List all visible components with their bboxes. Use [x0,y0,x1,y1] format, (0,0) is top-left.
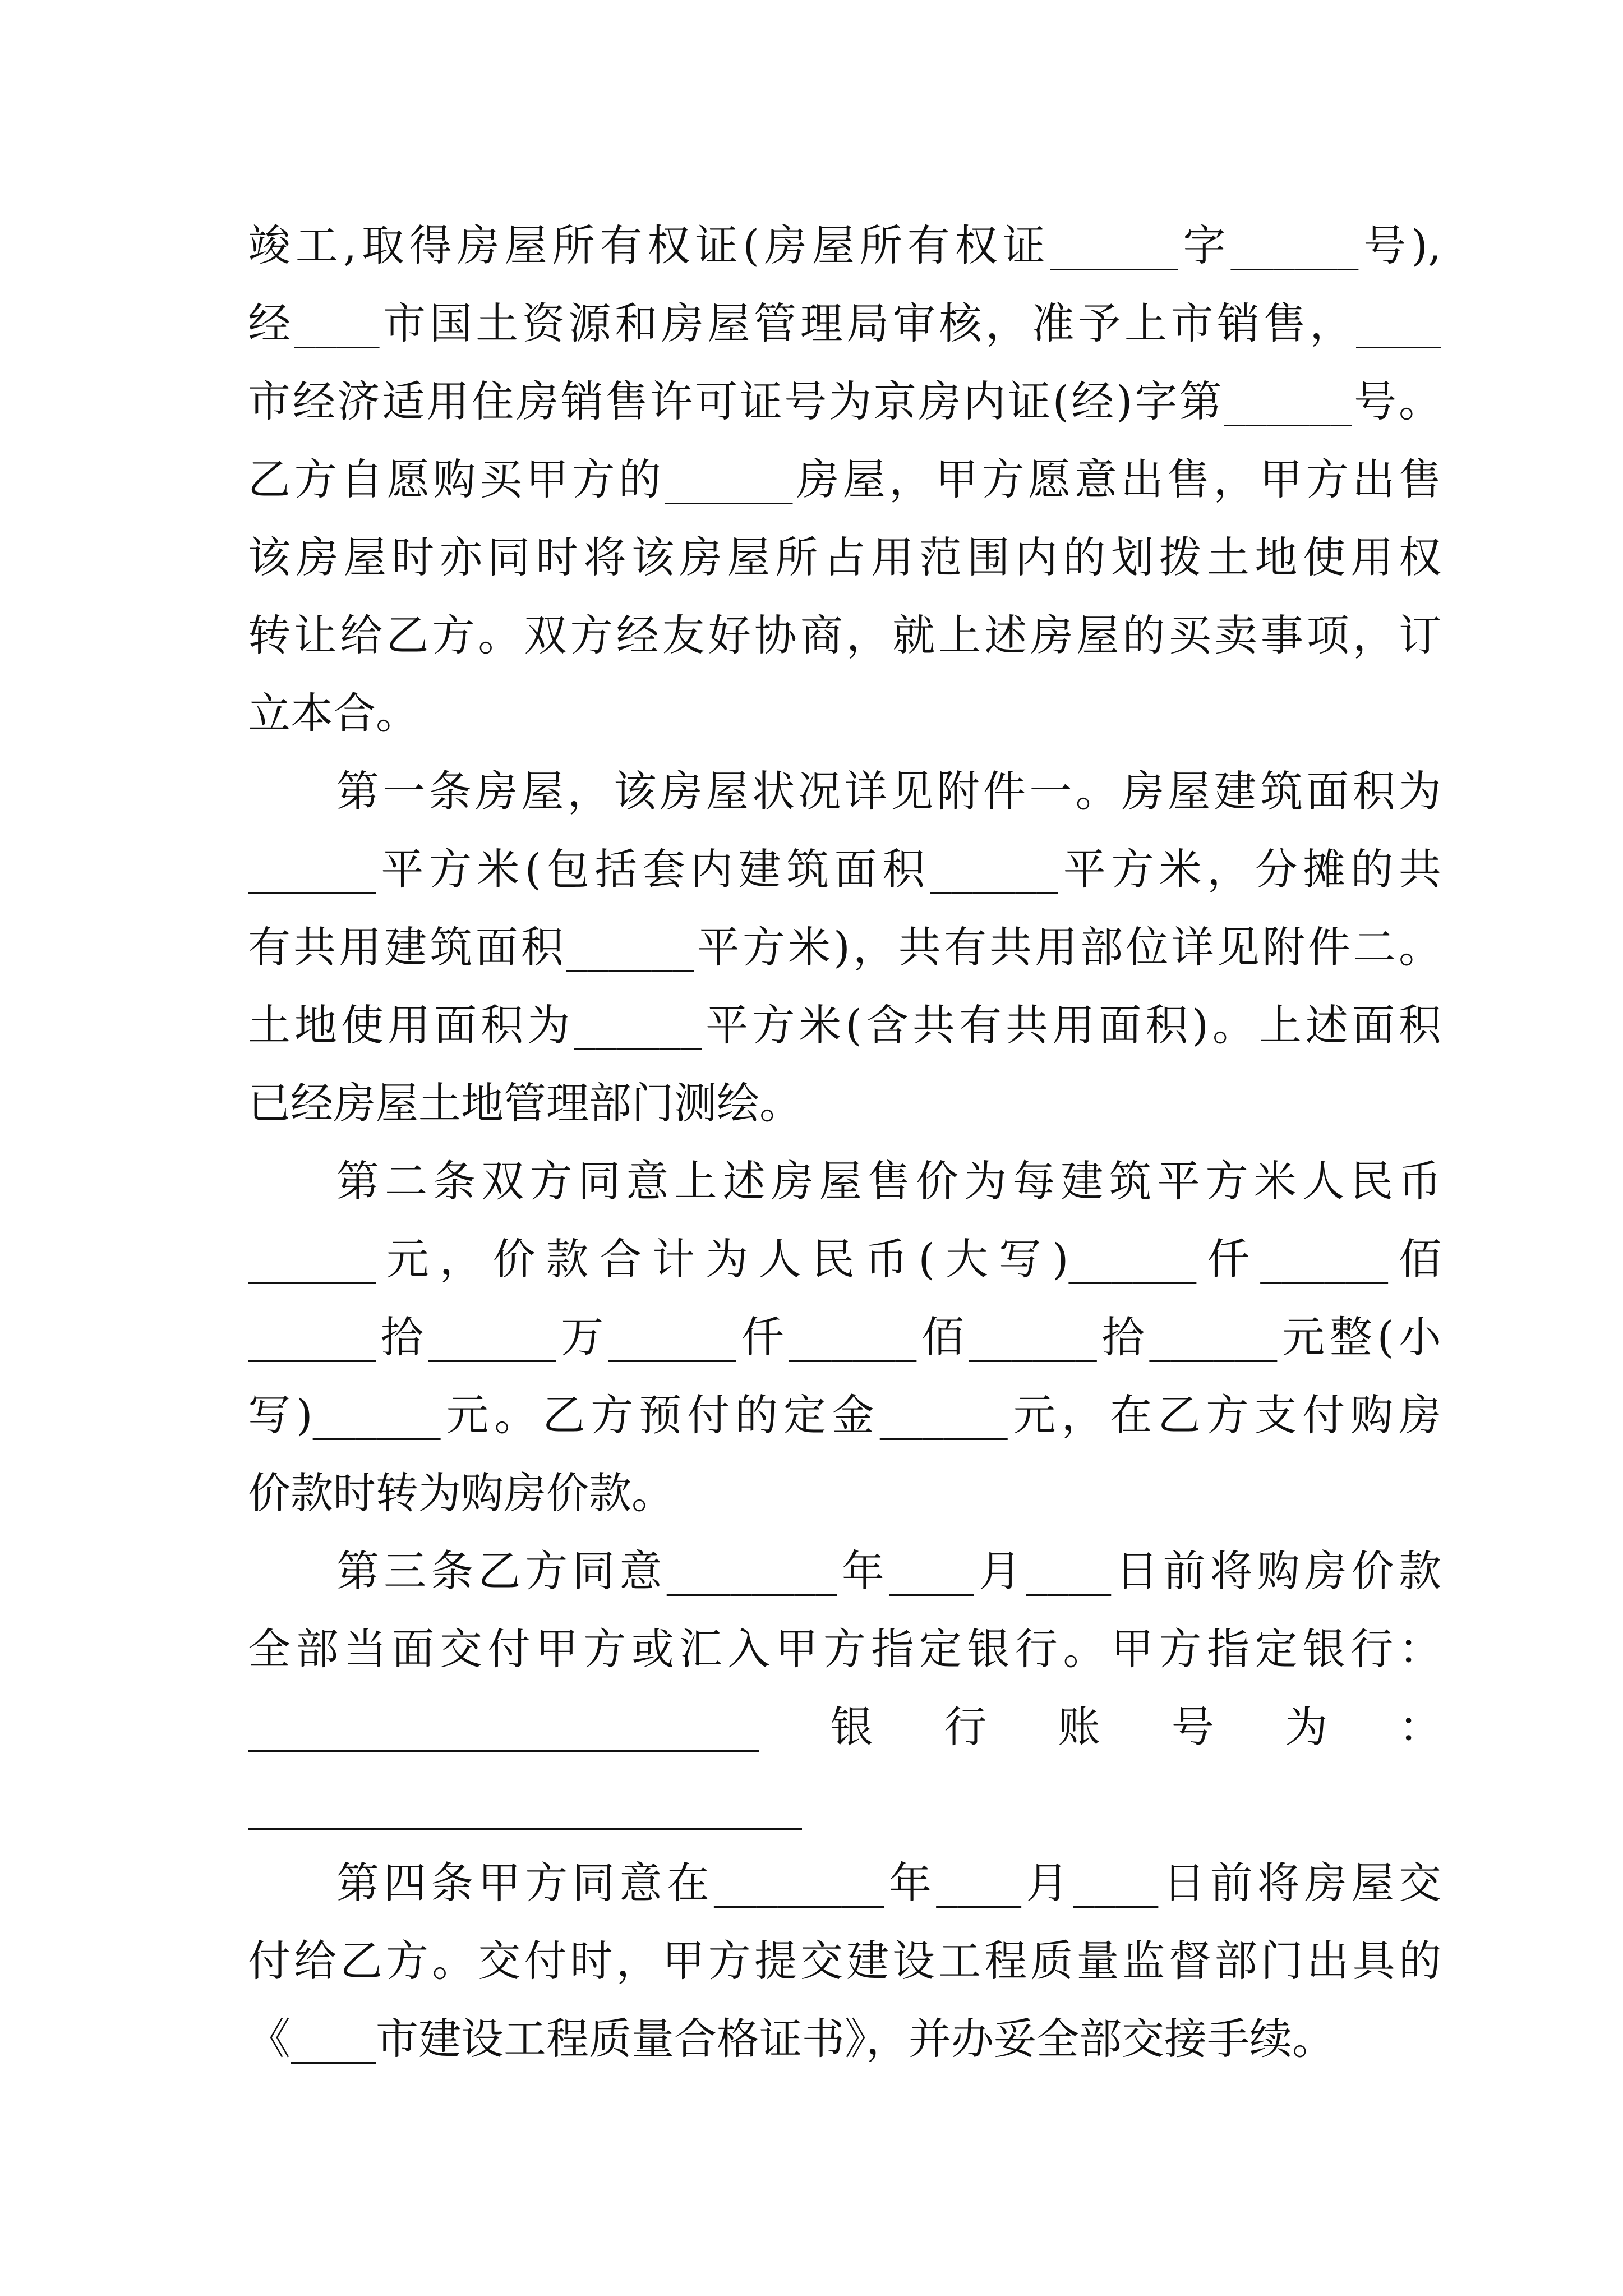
text-line: 《____市建设工程质量合格证书》，并办妥全部交接手续。 [248,2014,1335,2064]
text-line: 付给乙方。交付时，甲方提交建设工程质量监督部门出具的 [248,1936,1441,1986]
text-line: 全部当面交付甲方或汇入甲方指定银行。甲方指定银行： [248,1624,1441,1674]
article-2-heading-line: 第二条双方同意上述房屋售价为每建筑平方米人民币 [336,1156,1441,1206]
text-line: ______元，价款合计为人民币(大写)______仟______佰 [248,1234,1441,1284]
text-line: 该房屋时亦同时将该房屋所占用范围内的划拨土地使用权 [248,532,1441,582]
contract-body [248,206,1441,2078]
article-4-heading-line: 第四条甲方同意在________年____月____日前将房屋交 [336,1858,1441,1908]
text-line: ______拾______万______仟______佰______拾______元整(小 [248,1312,1441,1362]
text-line: ______平方米(包括套内建筑面积______平方米，分摊的共 [248,844,1441,894]
text-line: 写)______元。乙方预付的定金______元，在乙方支付购房 [248,1390,1441,1440]
text-line: 市经济适用住房销售许可证号为京房内证(经)字第______号。 [248,376,1441,426]
bank-account-line: ________________________银行账号为： [248,1702,1441,1752]
text-line: 土地使用面积为______平方米(含共有共用面积)。上述面积 [248,1000,1441,1050]
text-line: 有共用建筑面积______平方米)，共有共用部位详见附件二。 [248,922,1441,972]
account-number-blank: __________________________ [248,1780,802,1830]
text-line: 竣工,取得房屋所有权证(房屋所有权证______字______号), [248,220,1441,270]
article-3-heading-line: 第三条乙方同意________年____月____日前将购房价款 [336,1546,1441,1596]
article-1-heading-line: 第一条房屋，该房屋状况详见附件一。房屋建筑面积为 [336,766,1441,816]
text-line: 经____市国土资源和房屋管理局审核，准予上市销售，____ [248,298,1441,348]
text-line: 乙方自愿购买甲方的______房屋，甲方愿意出售，甲方出售 [248,454,1441,504]
text-line: 转让给乙方。双方经友好协商，就上述房屋的买卖事项，订 [248,610,1441,660]
text-line: 已经房屋土地管理部门测绘。 [248,1078,802,1128]
text-line: 立本合。 [248,688,418,738]
text-line: 价款时转为购房价款。 [248,1468,674,1518]
